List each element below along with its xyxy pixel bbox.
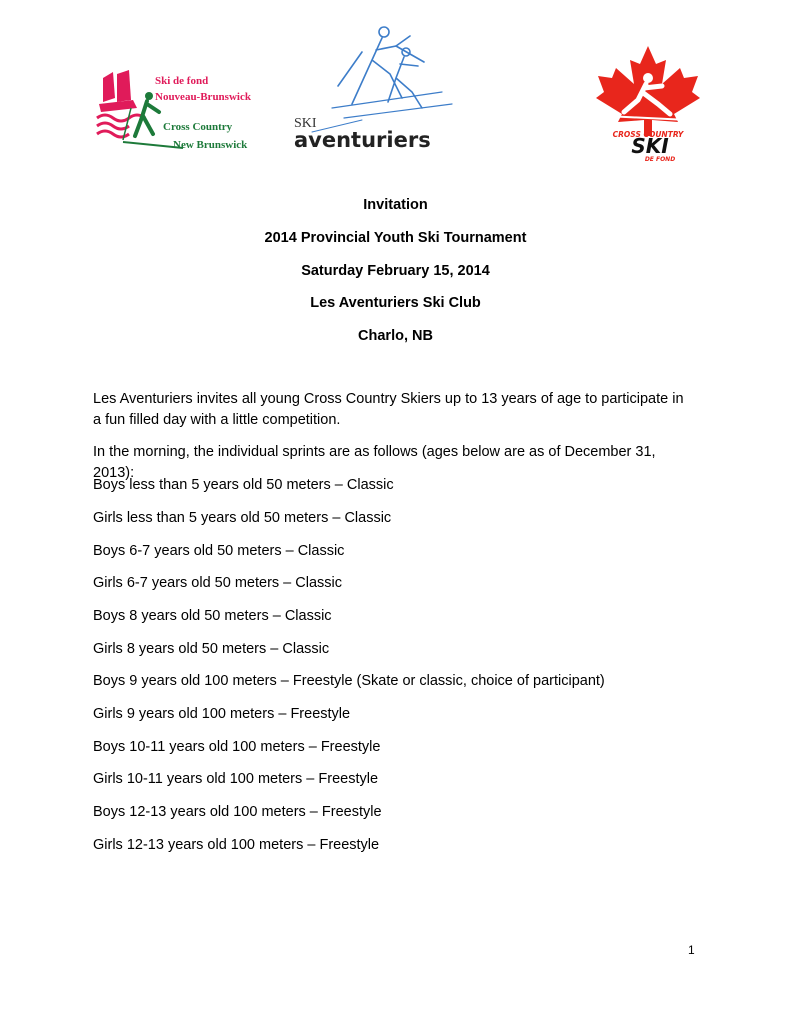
- nb-logo-line2: Nouveau-Brunswick: [155, 91, 251, 103]
- ccs-logo-line1: CROSS COUNTRY: [612, 130, 684, 139]
- intro-paragraph: Les Aventuriers invites all young Cross Country Skiers up to 13 years of age to participate in a fun filled day with a little competition.: [93, 391, 684, 428]
- ccs-logo-line2: SKI: [631, 134, 669, 158]
- race-item: Girls 6-7 years old 50 meters – Classic: [93, 575, 342, 591]
- ski-aventuriers-logo: [292, 22, 460, 162]
- aventuriers-logo-name: aventuriers: [294, 128, 431, 152]
- invitation-title: Invitation: [363, 197, 428, 213]
- event-date: Saturday February 15, 2014: [301, 263, 490, 279]
- race-item: Girls 8 years old 50 meters – Classic: [93, 641, 330, 657]
- two-skiers-sketch-icon: [312, 27, 452, 132]
- race-item: Boys 9 years old 100 meters – Freestyle (Skate or classic, choice of participant): [93, 673, 605, 689]
- nb-logo-line1: Ski de fond: [155, 75, 209, 87]
- nb-logo-line3: Cross Country: [163, 121, 233, 133]
- nb-logo-line4: New Brunswick: [173, 139, 248, 151]
- cross-country-ski-logo: [594, 44, 702, 162]
- ccs-logo-line3: DE FOND: [644, 156, 676, 162]
- race-item: Boys 8 years old 50 meters – Classic: [93, 608, 332, 624]
- event-location: Charlo, NB: [358, 328, 433, 344]
- race-item: Boys 12-13 years old 100 meters – Freestyle: [93, 804, 382, 820]
- race-item: Boys 6-7 years old 50 meters – Classic: [93, 543, 345, 559]
- race-item: Girls 9 years old 100 meters – Freestyle: [93, 706, 351, 722]
- race-item: Girls 12-13 years old 100 meters – Freestyle: [93, 837, 380, 853]
- morning-paragraph: In the morning, the individual sprints are as follows (ages below are as of December 31, 2013):: [93, 444, 656, 481]
- club-name: Les Aventuriers Ski Club: [310, 295, 481, 311]
- race-item: Boys less than 5 years old 50 meters – Classic: [93, 477, 394, 493]
- maple-leaf-icon: [596, 46, 700, 136]
- event-title: 2014 Provincial Youth Ski Tournament: [264, 230, 527, 246]
- page-number: 1: [688, 943, 695, 957]
- race-item: Boys 10-11 years old 100 meters – Freestyle: [93, 739, 381, 755]
- race-item: Girls 10-11 years old 100 meters – Freestyle: [93, 771, 379, 787]
- race-item: Girls less than 5 years old 50 meters – Classic: [93, 510, 392, 526]
- aventuriers-logo-ski: SKI: [294, 116, 317, 131]
- nb-ski-logo: [93, 68, 265, 160]
